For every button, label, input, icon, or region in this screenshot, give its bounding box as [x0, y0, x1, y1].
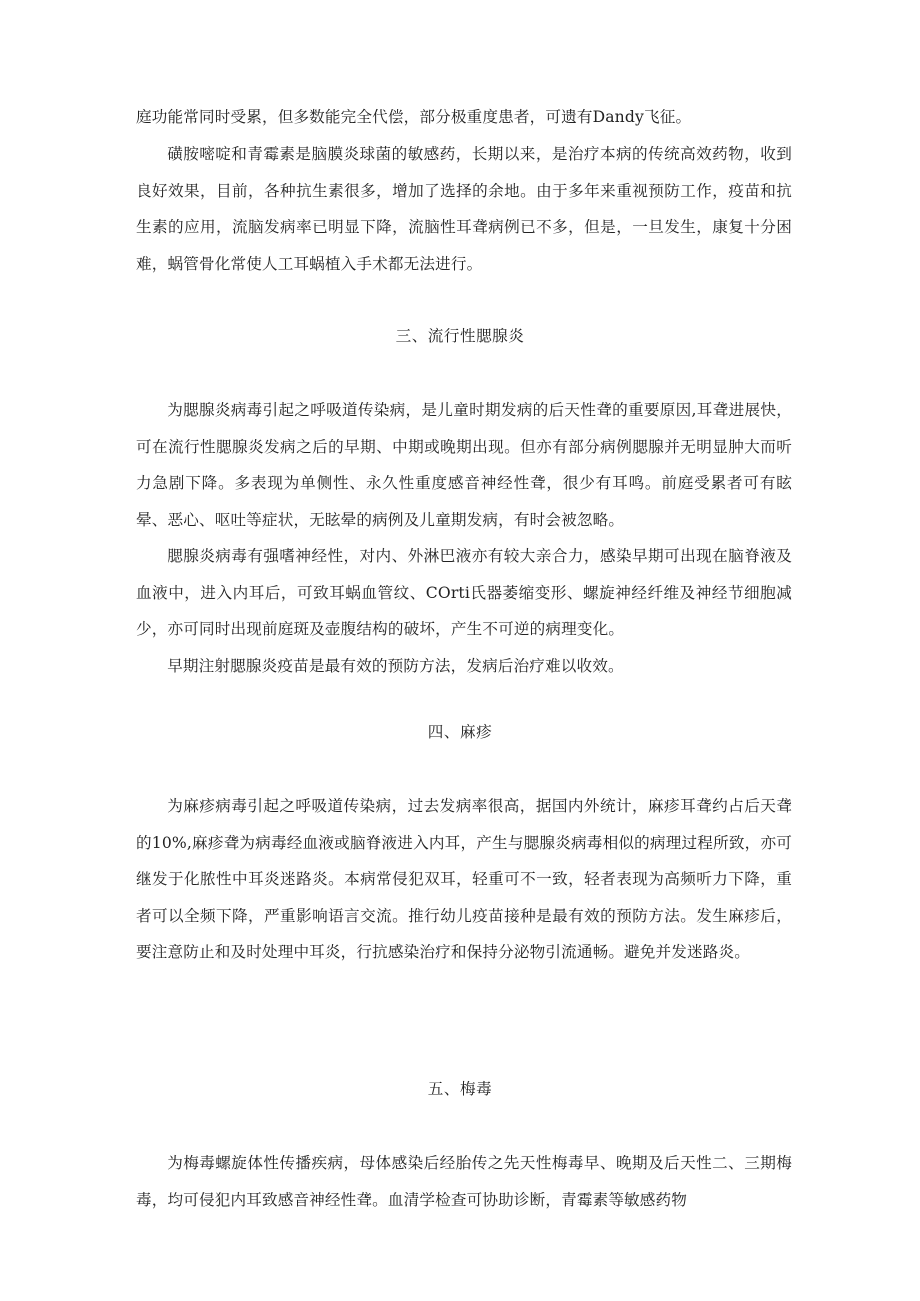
section-heading-syphilis: 五、梅毒 — [427, 1080, 493, 1098]
paragraph-mumps-pathology: 腮腺炎病毒有强嗜神经性，对内、外淋巴液亦有较大亲合力，感染早期可出现在脑脊液及血液中，进入内耳后，可致耳蜗血管纹、COrti氏器萎缩变形、螺旋神经纤维及神经节细胞减少，亦可同时出现前庭斑及壶腹结构的破坏，产生不可逆的病理变化。 — [136, 547, 792, 639]
paragraph-syphilis: 为梅毒螺旋体性传播疾病，母体感染后经胎传之先天性梅毒早、晚期及后天性二、三期梅毒，均可侵犯内耳致感音神经性聋。血清学检查可协助诊断，青霉素等敏感药物 — [136, 1154, 792, 1209]
section-heading-mumps: 三、流行性腮腺炎 — [395, 327, 525, 345]
paragraph-measles: 为麻疹病毒引起之呼吸道传染病，过去发病率很高，据国内外统计，麻疹耳聋约占后天聋的10%,麻疹聋为病毒经血液或脑脊液进入内耳，产生与腮腺炎病毒相似的病理过程所致，亦可继发于化脓性中耳炎迷路炎。本病常侵犯双耳，轻重可不一致，轻者表现为高频听力下降，重者可以全频下降，严重影响语言交流。推行幼儿疫苗接种是最有效的预防方法。发生麻疹后，要注意防止和及时处理中耳炎，行抗感染治疗和保持分泌物引流通畅。避免并发迷路炎。 — [136, 797, 792, 962]
paragraph-mumps-prevention: 早期注射腮腺炎疫苗是最有效的预防方法，发病后治疗难以收效。 — [167, 657, 624, 675]
paragraph-mumps-intro: 为腮腺炎病毒引起之呼吸道传染病，是儿童时期发病的后天性聋的重要原因,耳聋进展快，可在流行性腮腺炎发病之后的早期、中期或晚期出现。但亦有部分病例腮腺并无明显肿大而听力急剧下降。多表现为单侧性、永久性重度感音神经性聋，很少有耳鸣。前庭受累者可有眩晕、恶心、呕吐等症状，无眩晕的病例及儿童期发病，有时会被忽略。 — [136, 401, 792, 529]
section-heading-measles: 四、麻疹 — [427, 723, 493, 741]
paragraph-continuation: 庭功能常同时受累，但多数能完全代偿，部分极重度患者，可遗有Dandy飞征。 — [136, 108, 692, 126]
paragraph-treatment-meningitis: 磺胺嘧啶和青霉素是脑膜炎球菌的敏感药，长期以来，是治疗本病的传统高效药物，收到良好效果，目前，各种抗生素很多，增加了选择的余地。由于多年来重视预防工作，疫苗和抗生素的应用，流脑发病率已明显下降，流脑性耳聋病例已不多，但是，一旦发生，康复十分困难，蜗管骨化常使人工耳蜗植入手术都无法进行。 — [136, 145, 792, 273]
